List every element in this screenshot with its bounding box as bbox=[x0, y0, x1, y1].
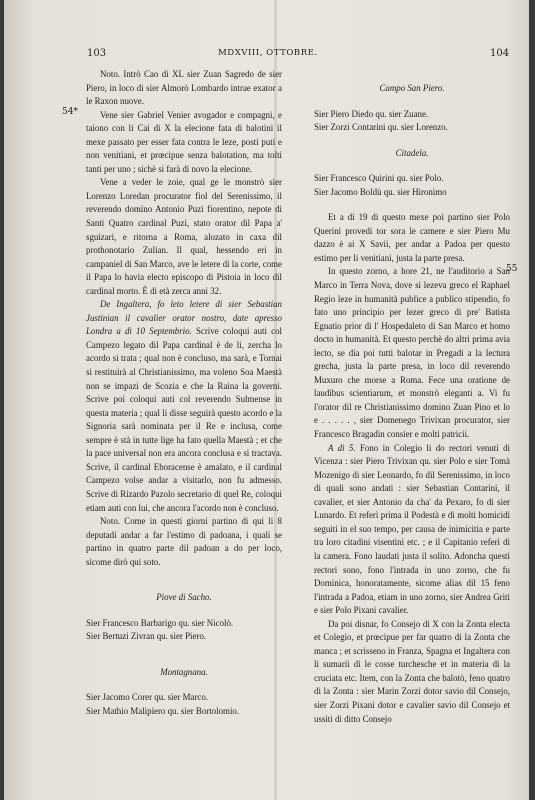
list-item: Sier Francesco Quirini qu. sier Polo. bbox=[314, 173, 444, 184]
book-spread bbox=[4, 0, 529, 800]
running-title: MDXVIII, OTTOBRE. bbox=[218, 48, 318, 58]
paragraph-intro: De Ingaltera, fo leto letere di sier Sebastian Justinian il cavalier orator nostro, date apresso Londra a dì 10 Septembrio. bbox=[86, 299, 282, 337]
section-heading: Citadela. bbox=[395, 147, 429, 158]
section-heading: Campo San Piero. bbox=[379, 83, 445, 93]
right-margin-number: 55 bbox=[506, 264, 518, 274]
left-column bbox=[86, 68, 282, 719]
list-item: Sier Francesco Barbarigo qu. sier Nicolò. bbox=[86, 617, 234, 628]
list-item: Sier Jacomo Corer qu. sier Marco. bbox=[86, 692, 208, 703]
section-heading: Montagnana. bbox=[160, 666, 208, 677]
paragraph-intro: A dì 5. bbox=[328, 442, 356, 453]
paragraph: Noto. Intrò Cao di XL sier Zuan Sagredo de sier Piero, in loco di sier Almorò Lombardo intrae exator a le Raxon nuove. bbox=[86, 69, 282, 107]
section-heading: Piove di Sacho. bbox=[156, 592, 212, 603]
right-page-number: 104 bbox=[490, 48, 510, 59]
paragraph: Vene sier Gabriel Venier avogador e compagni, e taiono con li Cai di X la elecione fata di balotini il mexe passato per esser fata contra le leze, posti puti e non venitiani, et prœcipue senza balotation, ma tolti tanti per uno ; sichè si farà di novo la elecione. bbox=[86, 109, 282, 174]
paragraph bbox=[86, 298, 282, 515]
paragraph-body: Scrive coloqui auti col Campezo legato dil Papa cardinal è de li, zercha lo acordo si trata ; qual non è concluso, ma sarà, e Tornai si restituirà al Christianissimo, ma voleno Soa Maestà non se impazi de Scozia e che la Raina la governi. Scrive poi coloqui auti col reverendo Sulmense in questa materia ; qual li disse seguirà questo acordo e la Signoria sarà nominata per il Re e inclusa, come sempre è stà in tutte lige ha fato quella Maestà ; et che la pace universal non era ancora conclusa e si tractava. Scrive, il cardinal Eboracense è amalato, e il cardinal Campezo volse andar a visitarlo, non fu admesso. Scrive di Rizardo Pazolo secretario di quel Re, coloqui etiam auti con lui, che ancora l'acordo non è concluso. bbox=[86, 326, 282, 513]
list-item: Sier Piero Diedo qu. sier Zuane. bbox=[314, 108, 429, 119]
paragraph: Et a di 19 di questo mexe poi partino sier Polo Querini provedi tor sora le camere e sier Piero Mu dazzo è ai X Savii, per andar a Padoa per questo estimo per li venitiani, justa la parte presa. bbox=[314, 212, 510, 263]
list-item: Sier Bertuzi Zivran qu. sier Piero. bbox=[86, 631, 207, 642]
paragraph: Da poi disnar, fo Consejo di X con la Zonta electa et Colegio, et prœcipue per far quatro di la Zonta che manca ; et scrisseno in Franza, Spagna et Ingaltera con li sumarii di le cosse turchesche et in materia di la cruciata etc. Item, con la Zonta che balotò, feno quatro di la Zonta : sier Marin Zorzi dotor savio dil Consejo, sier Zorzi Pixani dotor e cavalier savio dil Consejo et ussiti di ditto Consejo bbox=[314, 618, 510, 724]
paragraph bbox=[314, 442, 510, 618]
left-page-number: 103 bbox=[87, 48, 107, 59]
list-item: Sier Mathio Malipiero qu. sier Bortolomio. bbox=[86, 705, 240, 716]
paragraph: In questo zorno, a hore 21, ne l'auditorio a San Marco in Terra Nova, dove si lezeva greco el Raphael Regio leze in humanità publice a publico stipendio, fo fato uno principio per lezer greco di pre' Batista Egnatio prior di l' Hospedaleto di San Marco et homo docto in humanità. Et questo perchè do altri prima avia lecto, se dia poi tutti balotar in Pregadi a la lectura grecha, justa la parte presa, in loco dil reverendo Muxuro che morse a Roma. Fece una oratione de laudibus scientiarum, et monstrò eleganti a. Vi fu l'orator dil re Christianissimo domino Zuan Pino et lo e . . . . . , sier Domenego Trivixan procurator, sier Francesco Bragadin consier e molti patricii. bbox=[314, 266, 510, 440]
list-item: Sier Jacomo Boldù qu. sier Hironimo bbox=[314, 186, 447, 197]
paragraph: Noto. Come in questi giorni partino di qui li 8 deputadi andar a far l'estimo di padoana, i quali se partino in quatro parte dil padoan a do per loco, sicome dirò qui soto. bbox=[86, 516, 282, 567]
paragraph-body: Fono in Colegio li do rectori venuti di Vicenza : sier Piero Trivixan qu. sier Polo e sier Tomà Mozenigo di sier Leonardo, fo dil Serenissimo, in loco di quali sono andati : sier Sebastian Contarini, il cavalier, et sier Antonio da cha' da Pexaro, fo di sier Lunardo. Et referì prima il Podestà e di molti homicidi seguiti in el suo tempo, per causa de inimicitia e parte tra loro citadini visentini etc. ; e il Capitanio referì di la camera. Fono laudati justa il solito. Adoncha questi rectori sono, fono l'intrada in uno zorno, che fu Dominica, honoratamente, sicome alias dil 15 feno l'intrada a Padoa, etiam in uno zorno, sier Andrea Griti e sier Polo Pixani cavalier. bbox=[314, 442, 510, 616]
paragraph: Vene a veder le zoie, qual ge le monstrò sier Lorenzo Loredan procurator fiol del Serenissimo, il reverendo domino Antonio Puzi fiorentino, nepote di Santi Quatro cardinal Puzi, stato orator dil Papa a' sguizari, e ritorna a Roma, alozato in caxa dil prothonotario Zulian. Il qual, hessendo eri in campaniel di San Marco, ave le letere di la corte, come il Papa lo havia electo episcopo di Pistoia in loco dil cardinal morto. È di età zerca anni 32. bbox=[86, 177, 282, 296]
left-margin-number: 54* bbox=[62, 107, 78, 117]
list-item: Sier Zorzi Contarini qu. sier Lorenzo. bbox=[314, 122, 448, 133]
right-column bbox=[314, 82, 510, 726]
